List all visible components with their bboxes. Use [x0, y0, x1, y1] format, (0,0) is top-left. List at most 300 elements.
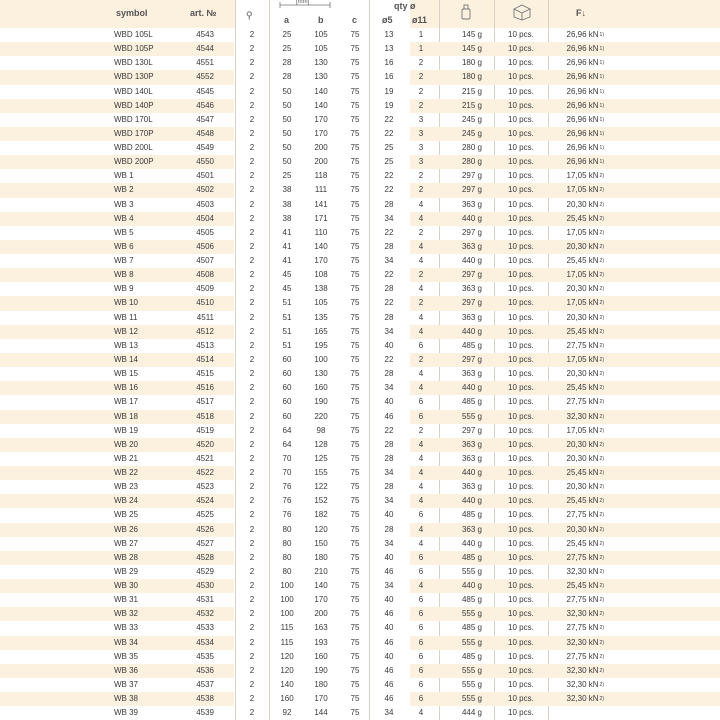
force-value: 25,45 kN [566, 326, 599, 336]
cell-b: 140 [314, 241, 328, 251]
cell-a: 28 [282, 58, 292, 68]
cell-c: 75 [350, 312, 360, 322]
cell-c: 75 [350, 397, 360, 407]
force-value: 26,96 kN [566, 114, 599, 124]
cell-pack: 10 pcs. [508, 284, 534, 294]
cell-count: 2 [249, 637, 255, 647]
cell-weight: 363 g [461, 369, 482, 379]
row-shade [0, 692, 110, 706]
cell-force [556, 198, 604, 212]
cell-a: 51 [282, 340, 292, 350]
force-value: 25,45 kN [566, 538, 599, 548]
force-value: 25,45 kN [566, 496, 599, 506]
force-value: 26,96 kN [566, 86, 599, 96]
cell-symbol: WB 1 [114, 171, 134, 181]
cell-force [556, 508, 604, 522]
cell-pack: 10 pcs. [508, 86, 534, 96]
cell-symbol: WBD 140P [114, 100, 154, 110]
force-footnote: 2) [599, 272, 604, 279]
force-value: 20,30 kN [566, 241, 599, 251]
cell-symbol: WB 15 [114, 369, 139, 379]
cell-count: 2 [249, 256, 255, 266]
cell-symbol: WB 17 [114, 397, 139, 407]
cell-weight: 485 g [461, 623, 482, 633]
force-footnote: 2) [599, 512, 604, 519]
cell-art: 4531 [196, 595, 214, 605]
cell-art: 4526 [196, 524, 214, 534]
cell-symbol: WBD 170P [114, 128, 154, 138]
cell-symbol: WBD 170L [114, 114, 153, 124]
cell-pack: 10 pcs. [508, 439, 534, 449]
cell-art: 4551 [196, 58, 214, 68]
cell-count: 2 [249, 143, 255, 153]
cell-art: 4519 [196, 425, 214, 435]
force-value: 26,96 kN [566, 58, 599, 68]
force-footnote: 2) [599, 498, 604, 505]
force-footnote: 2) [599, 243, 604, 250]
force-footnote: 2) [599, 597, 604, 604]
force-value: 20,30 kN [566, 439, 599, 449]
cell-b: 130 [314, 72, 328, 82]
cell-symbol: WBD 130L [114, 58, 153, 68]
cell-art: 4507 [196, 256, 214, 266]
cell-c: 75 [350, 482, 360, 492]
cell-count: 2 [249, 128, 255, 138]
cell-force [556, 381, 604, 395]
cell-o11: 4 [418, 482, 424, 492]
force-footnote: 2) [599, 286, 604, 293]
header-b: b [318, 15, 324, 25]
cell-count: 2 [249, 185, 255, 195]
cell-o5: 13 [384, 30, 394, 39]
cell-o5: 34 [384, 496, 394, 506]
cell-symbol: WB 23 [114, 482, 139, 492]
row-shade [0, 99, 110, 113]
cell-c: 75 [350, 665, 360, 675]
cell-a: 51 [282, 312, 292, 322]
cell-a: 60 [282, 354, 292, 364]
header-symbol: symbol [116, 8, 148, 18]
cell-force [556, 169, 604, 183]
cell-a: 45 [282, 284, 292, 294]
cell-weight: 215 g [461, 86, 482, 96]
cell-weight: 297 g [461, 171, 482, 181]
force-footnote: 1) [599, 102, 604, 109]
cell-pack: 10 pcs. [508, 100, 534, 110]
cell-a: 70 [282, 468, 292, 478]
cell-o11: 3 [418, 143, 424, 153]
cell-art: 4549 [196, 143, 214, 153]
cell-a: 60 [282, 383, 292, 393]
cell-art: 4537 [196, 679, 214, 689]
cell-pack: 10 pcs. [508, 354, 534, 364]
cell-force [556, 692, 604, 706]
cell-o11: 6 [418, 397, 424, 407]
cell-o11: 6 [418, 651, 424, 661]
table-row [0, 410, 720, 424]
cell-symbol: WB 20 [114, 439, 139, 449]
cell-o5: 19 [384, 86, 394, 96]
cell-weight: 297 g [461, 270, 482, 280]
cell-count: 2 [249, 468, 255, 478]
cell-c: 75 [350, 227, 360, 237]
header-mm: [mm] [296, 0, 310, 5]
cell-force [556, 523, 604, 537]
cell-count: 2 [249, 552, 255, 562]
cell-pack: 10 pcs. [508, 609, 534, 619]
cell-count: 2 [249, 425, 255, 435]
row-shade [0, 268, 110, 282]
cell-b: 98 [316, 425, 326, 435]
header-c: c [352, 15, 358, 25]
table-header [0, 0, 720, 28]
cell-b: 165 [314, 326, 328, 336]
row-shade [0, 636, 110, 650]
header-a: a [284, 15, 290, 25]
cell-weight: 485 g [461, 552, 482, 562]
cell-pack: 10 pcs. [508, 538, 534, 548]
cell-o11: 2 [418, 185, 424, 195]
table-row [0, 452, 720, 466]
table-row [0, 169, 720, 183]
cell-o5: 40 [384, 623, 394, 633]
cell-art: 4511 [196, 312, 214, 322]
cell-pack: 10 pcs. [508, 595, 534, 605]
cell-weight: 555 g [461, 411, 482, 421]
cell-count: 2 [249, 100, 255, 110]
cell-art: 4503 [196, 199, 214, 209]
cell-art: 4547 [196, 114, 214, 124]
cell-o5: 40 [384, 340, 394, 350]
cell-o11: 6 [418, 340, 424, 350]
cell-a: 60 [282, 397, 292, 407]
cell-art: 4543 [196, 30, 214, 39]
cell-art: 4533 [196, 623, 214, 633]
cell-b: 193 [314, 637, 328, 647]
cell-o5: 28 [384, 369, 394, 379]
cell-pack: 10 pcs. [508, 44, 534, 54]
cell-o11: 6 [418, 609, 424, 619]
force-footnote: 2) [599, 583, 604, 590]
cell-count: 2 [249, 30, 255, 39]
cell-art: 4548 [196, 128, 214, 138]
cell-a: 80 [282, 552, 292, 562]
cell-pack: 10 pcs. [508, 694, 534, 704]
cell-b: 170 [314, 595, 328, 605]
cell-count: 2 [249, 566, 255, 576]
force-footnote: 2) [599, 625, 604, 632]
cell-symbol: WB 39 [114, 708, 139, 718]
cell-o5: 40 [384, 510, 394, 520]
cell-pack: 10 pcs. [508, 665, 534, 675]
cell-symbol: WBD 200L [114, 143, 153, 153]
cell-weight: 440 g [461, 538, 482, 548]
cell-pack: 10 pcs. [508, 241, 534, 251]
force-footnote: 2) [599, 427, 604, 434]
cell-art: 4505 [196, 227, 214, 237]
cell-count: 2 [249, 524, 255, 534]
force-value: 20,30 kN [566, 524, 599, 534]
force-value: 32,30 kN [566, 609, 599, 619]
cell-pack: 10 pcs. [508, 383, 534, 393]
cell-o5: 46 [384, 694, 394, 704]
cell-o5: 28 [384, 482, 394, 492]
cell-weight: 444 g [461, 708, 482, 718]
cell-o5: 34 [384, 256, 394, 266]
force-value: 32,30 kN [566, 665, 599, 675]
force-value: 20,30 kN [566, 312, 599, 322]
cell-o5: 46 [384, 679, 394, 689]
cell-force [556, 325, 604, 339]
cell-weight: 485 g [461, 510, 482, 520]
cell-weight: 180 g [461, 58, 482, 68]
cell-count: 2 [249, 623, 255, 633]
cell-weight: 297 g [461, 185, 482, 195]
cell-count: 2 [249, 213, 255, 223]
cell-force [556, 607, 604, 621]
cell-c: 75 [350, 425, 360, 435]
force-value: 26,96 kN [566, 72, 599, 82]
cell-b: 210 [314, 566, 328, 576]
cell-c: 75 [350, 114, 360, 124]
cell-b: 195 [314, 340, 328, 350]
cell-a: 92 [282, 708, 292, 718]
force-footnote: 1) [599, 46, 604, 53]
cell-symbol: WB 31 [114, 595, 139, 605]
cell-art: 4544 [196, 44, 214, 54]
table-row [0, 70, 720, 84]
cell-o11: 2 [418, 86, 424, 96]
cell-o11: 4 [418, 241, 424, 251]
cell-pack: 10 pcs. [508, 298, 534, 308]
table-row [0, 141, 720, 155]
cell-count: 2 [249, 114, 255, 124]
cell-count: 2 [249, 679, 255, 689]
cell-o5: 28 [384, 453, 394, 463]
table-row [0, 56, 720, 70]
cell-b: 110 [314, 227, 328, 237]
cell-o5: 34 [384, 708, 394, 718]
cell-count: 2 [249, 227, 255, 237]
cell-force [556, 466, 604, 480]
table-row [0, 678, 720, 692]
cell-weight: 363 g [461, 453, 482, 463]
cell-weight: 440 g [461, 213, 482, 223]
force-value: 27,75 kN [566, 595, 599, 605]
force-value: 17,05 kN [566, 171, 599, 181]
force-footnote: 1) [599, 159, 604, 166]
cell-a: 38 [282, 199, 292, 209]
cell-c: 75 [350, 298, 360, 308]
cell-force [556, 480, 604, 494]
cell-pack: 10 pcs. [508, 425, 534, 435]
cell-weight: 485 g [461, 651, 482, 661]
cell-art: 4523 [196, 482, 214, 492]
row-shade [0, 410, 110, 424]
cell-a: 25 [282, 30, 292, 39]
cell-art: 4513 [196, 340, 214, 350]
cell-o5: 22 [384, 128, 394, 138]
cell-count: 2 [249, 354, 255, 364]
cell-pack: 10 pcs. [508, 256, 534, 266]
cell-force [556, 678, 604, 692]
force-footnote: 2) [599, 173, 604, 180]
table-row [0, 240, 720, 254]
cell-b: 200 [314, 157, 328, 167]
cell-weight: 440 g [461, 256, 482, 266]
cell-b: 125 [314, 453, 328, 463]
cell-o5: 46 [384, 637, 394, 647]
force-value: 20,30 kN [566, 284, 599, 294]
cell-symbol: WB 26 [114, 524, 139, 534]
table-row [0, 395, 720, 409]
cell-symbol: WB 28 [114, 552, 139, 562]
cell-pack: 10 pcs. [508, 623, 534, 633]
force-value: 17,05 kN [566, 298, 599, 308]
cell-o11: 4 [418, 256, 424, 266]
cell-o11: 4 [418, 581, 424, 591]
table-row [0, 551, 720, 565]
cell-c: 75 [350, 100, 360, 110]
cell-b: 140 [314, 100, 328, 110]
cell-force [556, 282, 604, 296]
cell-o5: 34 [384, 468, 394, 478]
cell-pack: 10 pcs. [508, 171, 534, 181]
cell-force [556, 706, 604, 720]
force-footnote: 2) [599, 258, 604, 265]
cell-a: 60 [282, 411, 292, 421]
cell-b: 100 [314, 354, 328, 364]
cell-weight: 485 g [461, 595, 482, 605]
cell-symbol: WB 25 [114, 510, 139, 520]
cell-force [556, 85, 604, 99]
cell-force [556, 268, 604, 282]
cell-count: 2 [249, 439, 255, 449]
row-shade [0, 42, 110, 56]
cell-c: 75 [350, 256, 360, 266]
cell-a: 38 [282, 185, 292, 195]
cell-b: 105 [314, 44, 328, 54]
cell-o11: 2 [418, 270, 424, 280]
cell-o11: 2 [418, 227, 424, 237]
cell-b: 163 [314, 623, 328, 633]
cell-force [556, 113, 604, 127]
cell-pack: 10 pcs. [508, 468, 534, 478]
cell-b: 140 [314, 581, 328, 591]
cell-o11: 3 [418, 128, 424, 138]
cell-art: 4538 [196, 694, 214, 704]
force-footnote: 2) [599, 540, 604, 547]
force-footnote: 2) [599, 526, 604, 533]
cell-c: 75 [350, 496, 360, 506]
cell-o5: 28 [384, 312, 394, 322]
table-row [0, 593, 720, 607]
cell-pack: 10 pcs. [508, 227, 534, 237]
cell-count: 2 [249, 383, 255, 393]
force-footnote: 2) [599, 314, 604, 321]
cell-weight: 297 g [461, 425, 482, 435]
table-row [0, 480, 720, 494]
cell-c: 75 [350, 566, 360, 576]
cell-a: 50 [282, 100, 292, 110]
force-value: 32,30 kN [566, 694, 599, 704]
cell-force [556, 127, 604, 141]
cell-weight: 440 g [461, 468, 482, 478]
cell-count: 2 [249, 72, 255, 82]
cell-force [556, 141, 604, 155]
force-footnote: 2) [599, 667, 604, 674]
cell-o5: 28 [384, 199, 394, 209]
cell-a: 115 [280, 623, 294, 633]
cell-count: 2 [249, 284, 255, 294]
cell-count: 2 [249, 270, 255, 280]
force-value: 20,30 kN [566, 453, 599, 463]
cell-c: 75 [350, 86, 360, 96]
cell-pack: 10 pcs. [508, 143, 534, 153]
cell-o5: 22 [384, 227, 394, 237]
force-value: 17,05 kN [566, 227, 599, 237]
cell-o5: 34 [384, 538, 394, 548]
cell-count: 2 [249, 157, 255, 167]
force-value: 32,30 kN [566, 411, 599, 421]
cell-a: 80 [282, 538, 292, 548]
cell-c: 75 [350, 524, 360, 534]
cell-c: 75 [350, 369, 360, 379]
cell-count: 2 [249, 665, 255, 675]
cell-o5: 16 [384, 58, 394, 68]
cell-b: 171 [314, 213, 328, 223]
cell-art: 4550 [196, 157, 214, 167]
cell-force [556, 593, 604, 607]
cell-force [556, 56, 604, 70]
cell-a: 50 [282, 128, 292, 138]
cell-pack: 10 pcs. [508, 708, 534, 718]
cell-art: 4521 [196, 453, 214, 463]
cell-b: 135 [314, 312, 328, 322]
cell-a: 25 [282, 44, 292, 54]
cell-o11: 1 [418, 44, 424, 54]
cell-c: 75 [350, 241, 360, 251]
table-row [0, 636, 720, 650]
header-qty: qty ø [394, 1, 416, 11]
cell-b: 152 [314, 496, 328, 506]
cell-a: 50 [282, 114, 292, 124]
cell-o5: 46 [384, 665, 394, 675]
cell-pack: 10 pcs. [508, 679, 534, 689]
force-footnote: 1) [599, 74, 604, 81]
cell-art: 4518 [196, 411, 214, 421]
cell-pack: 10 pcs. [508, 524, 534, 534]
cell-count: 2 [249, 312, 255, 322]
cell-symbol: WB 3 [114, 199, 134, 209]
force-footnote: 2) [599, 470, 604, 477]
cell-pack: 10 pcs. [508, 581, 534, 591]
cell-a: 64 [282, 425, 292, 435]
cell-weight: 297 g [461, 227, 482, 237]
cell-weight: 363 g [461, 524, 482, 534]
cell-art: 4535 [196, 651, 214, 661]
box-icon [512, 3, 532, 21]
cell-b: 170 [314, 694, 328, 704]
force-value: 32,30 kN [566, 679, 599, 689]
cell-o11: 6 [418, 623, 424, 633]
row-shade [0, 325, 110, 339]
table-row [0, 42, 720, 56]
cell-c: 75 [350, 468, 360, 478]
table-row [0, 664, 720, 678]
row-shade [0, 127, 110, 141]
cell-weight: 555 g [461, 665, 482, 675]
